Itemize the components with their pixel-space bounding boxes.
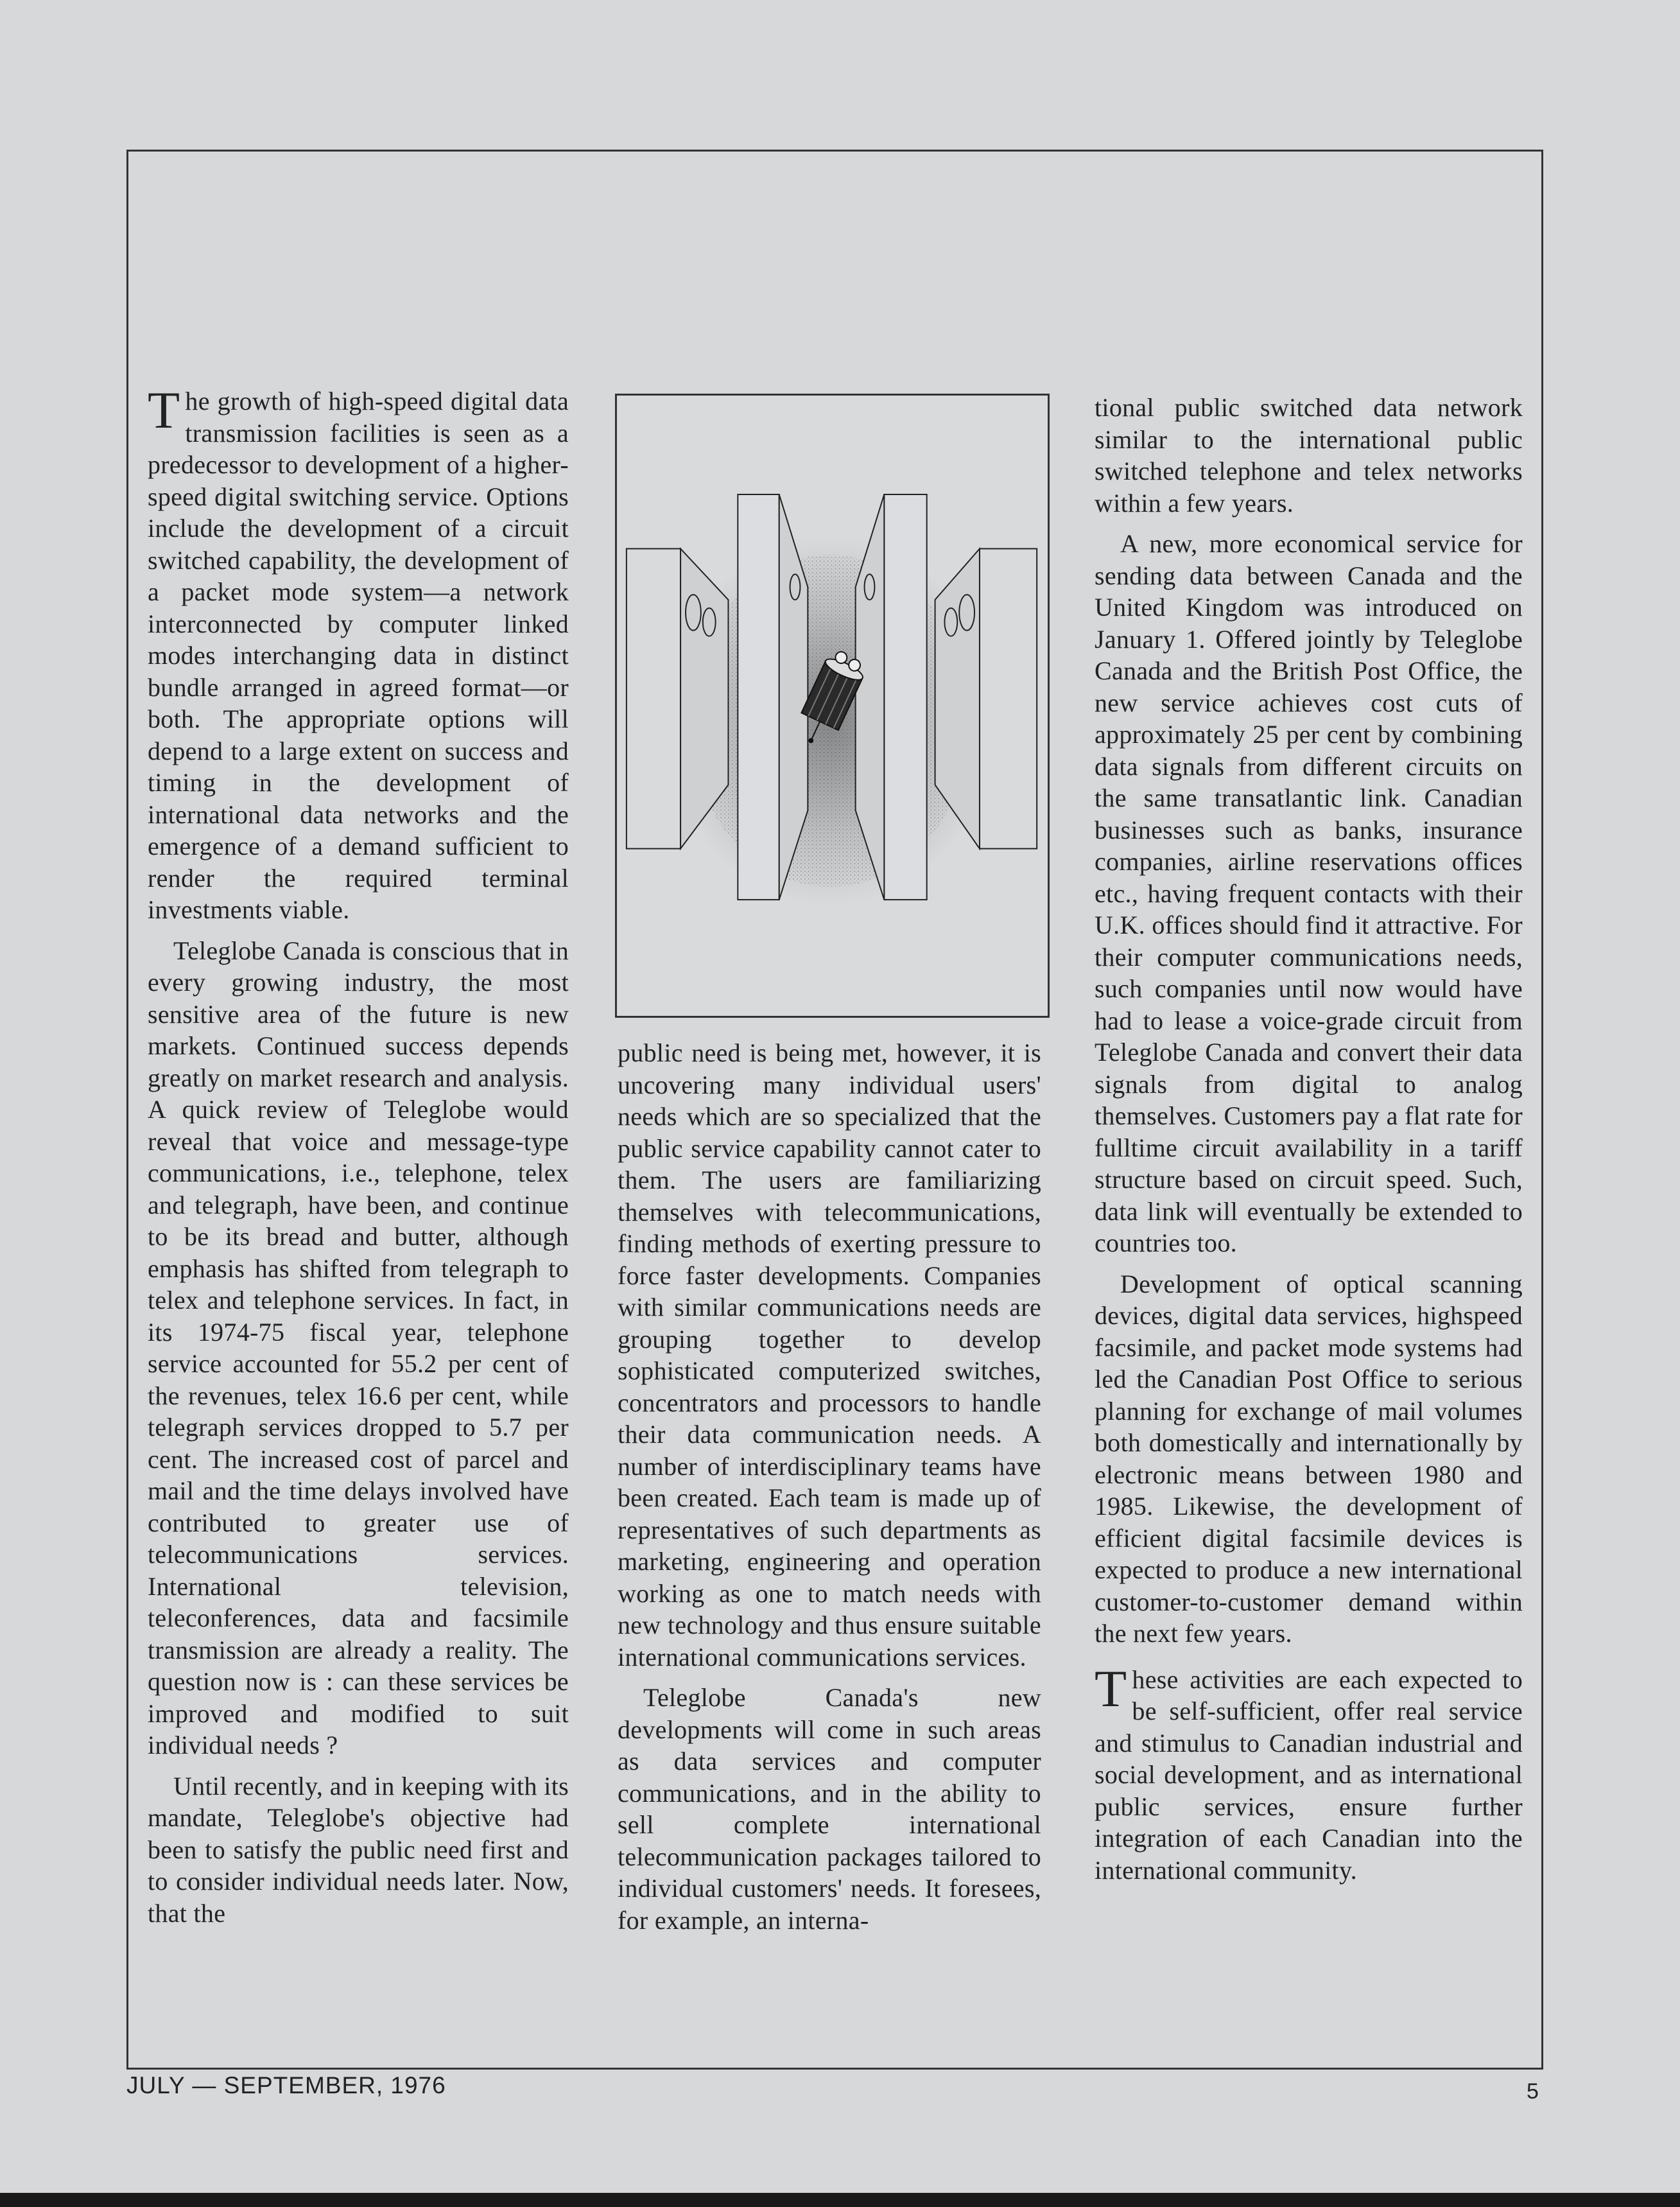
paragraph-text: he growth of high-speed digital data transmission facilities is seen as a predecessor to development of a higher-speed digital switching service. Options include the development of a circuit switched capability, the development of a packet mode system—a network interconnected by computer linked modes interchanging data in distinct bundle arranged in agreed format—or both. The appropriate options will depend to a large extent on success and timing in the development of international data networks and the emergence of a demand sufficient to render the required terminal investments viable. bbox=[148, 387, 569, 924]
page-number: 5 bbox=[1527, 2079, 1539, 2104]
article-column-3 bbox=[1095, 392, 1523, 1895]
satellite-figure bbox=[615, 394, 1050, 1018]
drop-cap: T bbox=[1095, 1659, 1127, 1718]
paragraph: tional public switched data network similar to the international public switched telephone and telex networks within a few years. bbox=[1095, 393, 1523, 518]
paragraph: Until recently, and in keeping with its mandate, Teleglobe's objective had been to satisfy the public need first and to consider individual needs later. Now, that the bbox=[148, 1771, 569, 1928]
satellite-illustration-icon bbox=[617, 396, 1048, 1016]
paragraph bbox=[1095, 1659, 1523, 1887]
issue-date: JULY — SEPTEMBER, 1976 bbox=[126, 2072, 446, 2098]
article-column-2 bbox=[618, 1037, 1041, 1945]
drop-cap: T bbox=[148, 381, 180, 439]
paragraph: Development of optical scanning devices, digital data services, highspeed facsimile, and packet mode systems had led the Canadian Post Office to serious planning for exchange of mail volumes both domestically and internationally by electronic means between 1980 and 1985. Likewise, the development of efficient digital facsimile devices is expected to produce a new international customer-to-customer demand within the next few years. bbox=[1095, 1269, 1523, 1648]
paragraph: A new, more economical service for sending data between Canada and the United Kingdom was introduced on January 1. Offered jointly by Teleglobe Canada and the British Post Office, the new service achieves cost cuts of approximately 25 per cent by combining data signals from different circuits on the same transatlantic link. Canadian businesses such as banks, insurance companies, airline reservations offices etc., having frequent contacts with their U.K. offices should find it attractive. For their computer communications needs, such companies until now would have had to lease a voice-grade circuit from Teleglobe Canada and convert their data signals from digital to analog themselves. Customers pay a flat rate for fulltime circuit availability in a tariff structure based on circuit speed. Such, data link will eventually be extended to countries too. bbox=[1095, 529, 1523, 1257]
paragraph: Teleglobe Canada is conscious that in every growing industry, the most sensitive area of the future is new markets. Continued success depends greatly on market research and analysis. A quick review of Teleglobe would reveal that voice and message-type communications, i.e., telephone, telex and telegraph, have been, and continue to be its bread and butter, although emphasis has shifted from telegraph to telex and telephone services. In fact, in its 1974-75 fiscal year, telephone service accounted for 55.2 per cent of the revenues, telex 16.6 per cent, while telegraph services dropped to 5.7 per cent. The increased cost of parcel and mail and the time delays involved have contributed to greater use of telecommunications services. International television, teleconferences, data and facsimile transmission are already a reality. The question now is : can these services be improved and modified to suit individual needs ? bbox=[148, 936, 569, 1759]
scan-edge bbox=[0, 2193, 1680, 2207]
paragraph bbox=[148, 381, 569, 926]
paragraph: Teleglobe Canada's new developments will come in such areas as data services and computer communications, and in the ability to sell complete international telecommunication packages tailored to individual customers' needs. It foresees, for example, an interna- bbox=[618, 1683, 1041, 1935]
paragraph: public need is being met, however, it is uncovering many individual users' needs which are so specialized that the public service capability cannot cater to them. The users are familiarizing themselves with telecommunications, finding methods of exerting pressure to force faster developments. Companies with similar communications needs are grouping together to develop sophisticated computerized switches, concentrators and processors to handle their data communication needs. A number of interdisciplinary teams have been created. Each team is made up of representatives of such departments as marketing, engineering and operation working as one to match needs with new technology and thus ensure suitable international communications services. bbox=[618, 1038, 1041, 1671]
paragraph-text: hese activities are each expected to be self-sufficient, offer real service and stimulus to Canadian industrial and social development, and as international public services, ensure further integration of each Canadian into the international community. bbox=[1095, 1664, 1523, 1885]
article-column-1 bbox=[148, 381, 569, 1938]
